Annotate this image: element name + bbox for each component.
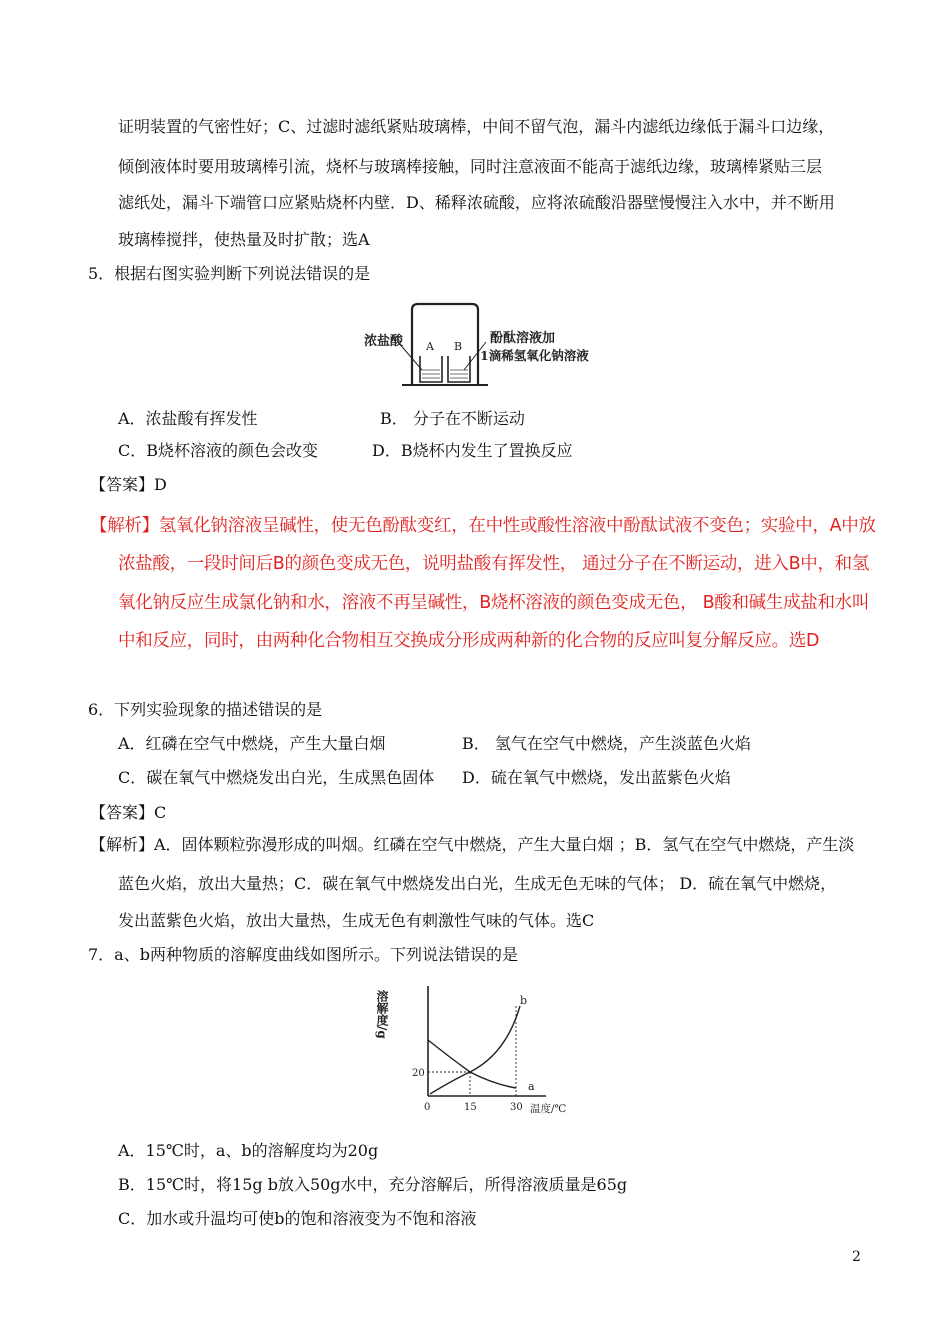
q5-option-b: B． 分子在不断运动 (380, 409, 525, 428)
label-beaker-a: A (426, 340, 434, 353)
q5-analysis-line-1: 【解析】氢氧化钠溶液呈碱性，使无色酚酞变红，在中性或酸性溶液中酚酞试液不变色；实验中，A中放 (90, 516, 876, 536)
q5-analysis-line-2: 浓盐酸，一段时间后B的颜色变成无色，说明盐酸有挥发性， 通过分子在不断运动，进入B中，和氢 (118, 554, 870, 574)
q6-stem: 6．下列实验现象的描述错误的是 (88, 700, 323, 719)
q6-analysis-line-2: 蓝色火焰，放出大量热；C．碳在氧气中燃烧发出白光，生成无色无味的气体； D．硫在氧气中燃烧， (118, 874, 837, 893)
x-axis-label: 温度/℃ (530, 1103, 567, 1115)
curve-a-label: a (528, 1080, 535, 1093)
q6-option-a: A．红磷在空气中燃烧，产生大量白烟 (118, 734, 386, 753)
q6-option-d: D．硫在氧气中燃烧，发出蓝紫色火焰 (462, 768, 731, 787)
q7-option-a: A．15℃时，a、b的溶解度均为20g (118, 1141, 379, 1160)
intro-line-2: 倾倒液体时要用玻璃棒引流，烧杯与玻璃棒接触，同时注意液面不能高于滤纸边缘，玻璃棒紧贴三层 (118, 157, 823, 176)
q7-option-b: B．15℃时，将15g b放入50g水中，充分溶解后，所得溶液质量是65g (118, 1175, 628, 1194)
q7-option-c: C．加水或升温均可使b的饱和溶液变为不饱和溶液 (118, 1209, 477, 1228)
q7-stem: 7．a、b两种物质的溶解度曲线如图所示。下列说法错误的是 (88, 945, 518, 964)
label-conc-hcl: 浓盐酸 (364, 334, 404, 349)
q6-option-b: B． 氢气在空气中燃烧，产生淡蓝色火焰 (462, 734, 751, 753)
label-beaker-b: B (454, 340, 463, 353)
q5-apparatus-figure (360, 298, 625, 390)
curve-b (430, 1006, 520, 1094)
intro-line-1: 证明装置的气密性好；C、过滤时滤纸紧贴玻璃棒，中间不留气泡，漏斗内滤纸边缘低于漏斗口边缘， (118, 117, 835, 136)
label-phenol-2: 1滴稀氢氧化钠溶液 (480, 348, 589, 363)
y-axis-label: 溶解度/g (375, 990, 389, 1039)
curve-b-label: b (520, 994, 528, 1007)
q6-answer: 【答案】C (90, 803, 167, 822)
q6-option-c: C．碳在氧气中燃烧发出白光，生成黑色固体 (118, 768, 435, 787)
q5-answer: 【答案】D (90, 475, 167, 494)
q7-solubility-graph (375, 976, 568, 1120)
q6-analysis-text-1: 【解析】A．固体颗粒弥漫形成的叫烟。红磷在空气中燃烧，产生大量白烟 ；B．氢气在空气中燃烧，产生淡 (90, 835, 855, 854)
q5-option-a: A．浓盐酸有挥发性 (118, 409, 258, 428)
q6-analysis-line-3: 发出蓝紫色火焰，放出大量热，生成无色有刺激性气味的气体。选C (118, 911, 595, 930)
page-number: 2 (852, 1249, 861, 1265)
curve-a (428, 1040, 516, 1088)
q5-option-d: D．B烧杯内发生了置换反应 (372, 441, 573, 460)
q5-analysis-line-4: 中和反应，同时，由两种化合物相互交换成分形成两种新的化合物的反应叫复分解反应。选D (118, 631, 820, 651)
x-tick-0: 0 (424, 1102, 431, 1113)
label-phenol-1: 酚酞溶液加 (490, 331, 556, 346)
q5-stem: 5．根据右图实验判断下列说法错误的是 (88, 264, 371, 283)
x-tick-15: 15 (464, 1102, 477, 1113)
intro-line-3: 滤纸处，漏斗下端管口应紧贴烧杯内壁．D、稀释浓硫酸，应将浓硫酸沿器壁慢慢注入水中，并不断用 (118, 193, 835, 212)
x-tick-30: 30 (510, 1102, 523, 1113)
intro-line-4: 玻璃棒搅拌，使热量及时扩散；选A (118, 230, 370, 249)
q6-analysis-line-1 (90, 834, 854, 856)
q5-analysis-line-3: 氧化钠反应生成氯化钠和水，溶液不再呈碱性，B烧杯溶液的颜色变成无色， B酸和碱生成盐和水叫 (118, 593, 870, 613)
bell-jar (412, 304, 478, 384)
q5-option-c: C．B烧杯溶液的颜色会改变 (118, 441, 319, 460)
y-tick-20: 20 (412, 1068, 425, 1079)
